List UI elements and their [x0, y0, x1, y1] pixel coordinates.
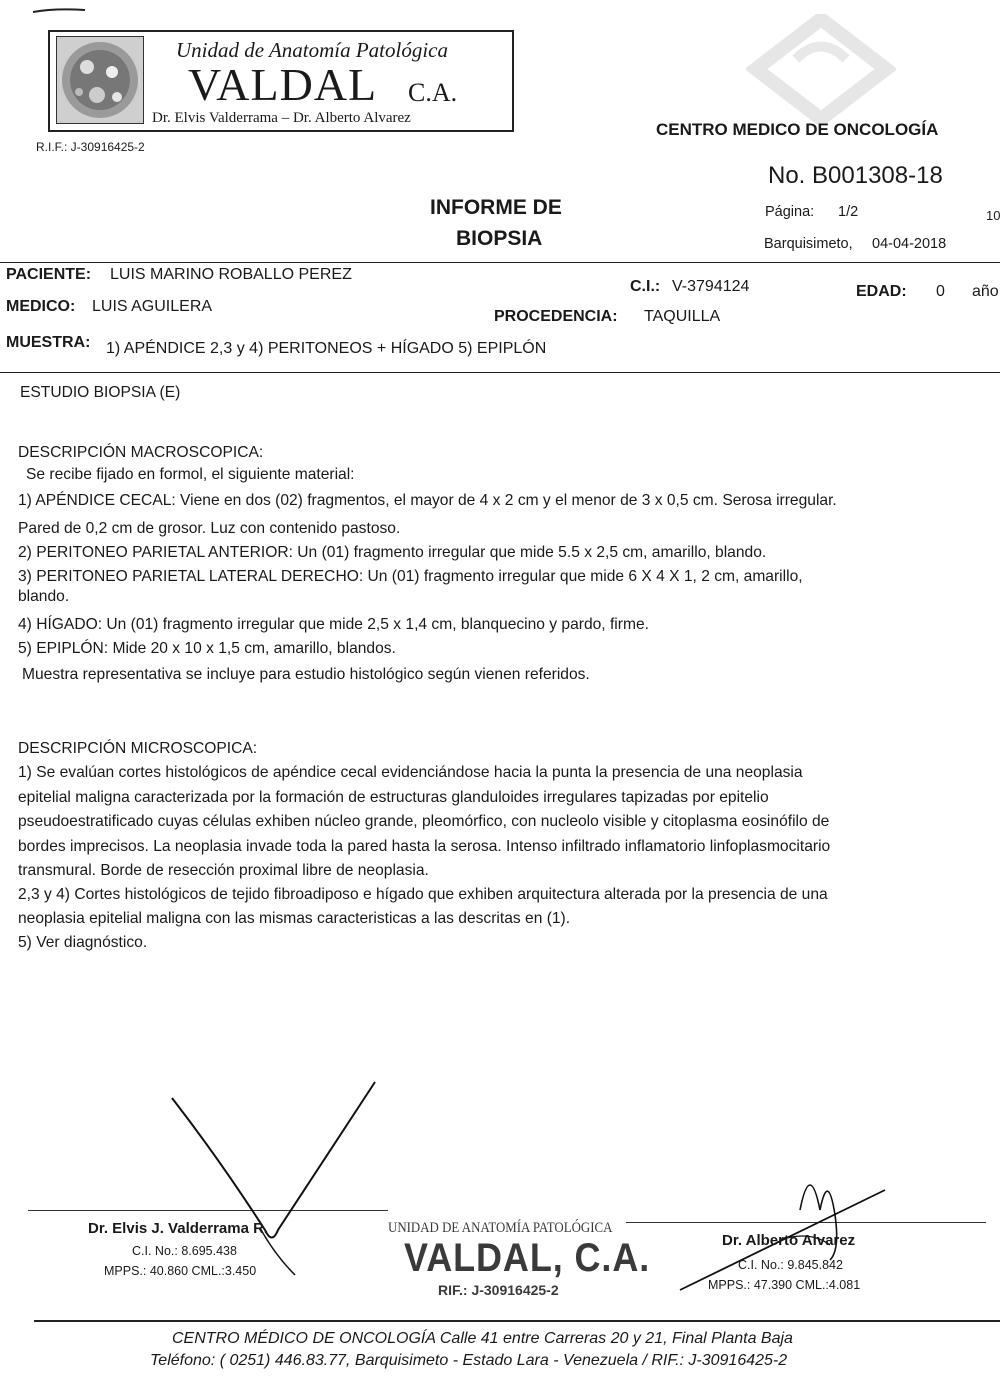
- microscopy-icon: [57, 37, 143, 123]
- macro-line: 4) HÍGADO: Un (01) fragmento irregular que mide 2,5 x 1,4 cm, blanquecino y pardo, firme.: [18, 616, 649, 633]
- oncology-center-logo: [746, 14, 896, 124]
- micro-line: neoplasia epitelial maligna con las mismas caracteristicas a las descritas en (1).: [18, 910, 571, 927]
- logo-doctors: Dr. Elvis Valderrama – Dr. Alberto Alvarez: [152, 110, 411, 126]
- signer-right-mpps: MPPS.: 47.390 CML.:4.081: [708, 1278, 861, 1292]
- study-type: ESTUDIO BIOPSIA (E): [20, 384, 181, 401]
- logo-name: VALDAL: [188, 59, 378, 110]
- signer-right-name: Dr. Alberto Alvarez: [722, 1232, 856, 1249]
- logo-subtitle: Unidad de Anatomía Patológica: [176, 38, 449, 62]
- micro-line: pseudoestratificado cuyas células exhiben núcleo grande, pleomórfico, con nucleolo visible y citoplasma eosinófilo de: [18, 813, 830, 830]
- paciente-label: PACIENTE:: [6, 266, 92, 283]
- city: Barquisimeto,: [764, 236, 853, 252]
- signer-left-name: Dr. Elvis J. Valderrama R.: [88, 1220, 269, 1237]
- stamp-top: UNIDAD DE ANATOMÍA PATOLÓGICA: [388, 1220, 613, 1236]
- procedencia-value: TAQUILLA: [644, 308, 721, 325]
- signer-right-ci: C.I. No.: 9.845.842: [738, 1258, 843, 1272]
- microscopy-logo-image: [56, 36, 144, 124]
- rif: R.I.F.: J-30916425-2: [36, 140, 145, 154]
- micro-line: 5) Ver diagnóstico.: [18, 934, 148, 951]
- macro-line: 2) PERITONEO PARIETAL ANTERIOR: Un (01) fragmento irregular que mide 5.5 x 2,5 cm, amarillo, blando.: [18, 544, 767, 561]
- macro-line: Muestra representativa se incluye para estudio histológico según vienen referidos.: [22, 666, 590, 683]
- footer-line1: CENTRO MÉDICO DE ONCOLOGÍA Calle 41 entre Carreras 20 y 21, Final Planta Baja: [172, 1330, 793, 1347]
- page-edge-number: 10: [986, 208, 1000, 223]
- micro-line: 2,3 y 4) Cortes histológicos de tejido fibroadiposo e hígado que exhiben arquitectura alterada por la presencia de una: [18, 886, 828, 903]
- macro-line: blando.: [18, 588, 70, 605]
- micro-line: epitelial maligna caracterizada por la formación de estructuras glanduloides irregulares tapizadas por epitelio: [18, 789, 769, 806]
- ci-label: C.I.:: [630, 278, 661, 295]
- medico-label: MEDICO:: [6, 298, 76, 315]
- macro-line: Se recibe fijado en formol, el siguiente material:: [26, 466, 355, 483]
- macro-line: 3) PERITONEO PARIETAL LATERAL DERECHO: Un (01) fragmento irregular que mide 6 X 4 X 1, 2 cm, amarillo,: [18, 568, 803, 585]
- signer-left-ci: C.I. No.: 8.695.438: [132, 1244, 237, 1258]
- paciente-value: LUIS MARINO ROBALLO PEREZ: [110, 266, 352, 283]
- report-title-line1: INFORME DE: [430, 196, 562, 219]
- macro-line: 5) EPIPLÓN: Mide 20 x 10 x 1,5 cm, amarillo, blandos.: [18, 640, 396, 657]
- micro-line: transmural. Borde de resección proximal libre de neoplasia.: [18, 862, 429, 879]
- signer-left-mpps: MPPS.: 40.860 CML.:3.450: [104, 1264, 257, 1278]
- pen-mark: [30, 0, 90, 20]
- procedencia-label: PROCEDENCIA:: [494, 308, 618, 325]
- micro-title: DESCRIPCIÓN MICROSCOPICA:: [18, 740, 258, 757]
- muestra-label: MUESTRA:: [6, 334, 91, 351]
- stamp-name: VALDAL, C.A.: [404, 1236, 651, 1280]
- report-date: 04-04-2018: [872, 236, 947, 252]
- divider-bottom: [0, 372, 1000, 373]
- page-label: Página:: [765, 204, 815, 220]
- medico-value: LUIS AGUILERA: [92, 298, 213, 315]
- micro-line: 1) Se evalúan cortes histológicos de apéndice cecal evidenciándose hacia la punta la presencia de una neoplasia: [18, 764, 803, 781]
- edad-label: EDAD:: [856, 283, 907, 300]
- report-title-line2: BIOPSIA: [456, 227, 543, 250]
- footer-divider: [34, 1320, 1000, 1322]
- divider-top: [0, 262, 1000, 263]
- edad-unit: año: [972, 283, 999, 300]
- page-value: 1/2: [838, 204, 859, 220]
- macro-line: Pared de 0,2 cm de grosor. Luz con contenido pastoso.: [18, 520, 401, 537]
- ci-value: V-3794124: [672, 278, 750, 295]
- footer-line2: Teléfono: ( 0251) 446.83.77, Barquisimeto - Estado Lara - Venezuela / RIF.: J-30916425-2: [150, 1352, 788, 1369]
- macro-line: 1) APÉNDICE CECAL: Viene en dos (02) fragmentos, el mayor de 4 x 2 cm y el menor de 3 x 0,5 cm. Serosa irregular.: [18, 492, 837, 509]
- edad-value: 0: [936, 283, 945, 300]
- micro-line: bordes imprecisos. La neoplasia invade toda la pared hasta la serosa. Intenso infiltrado inflamatorio linfoplasmocitario: [18, 838, 831, 855]
- logo-suffix: C.A.: [408, 78, 458, 107]
- center-name: CENTRO MEDICO DE ONCOLOGÍA: [656, 120, 939, 139]
- stamp-rif: RIF.: J-30916425-2: [438, 1282, 559, 1298]
- muestra-value: 1) APÉNDICE 2,3 y 4) PERITONEOS + HÍGADO 5) EPIPLÓN: [106, 340, 547, 357]
- report-number: No. B001308-18: [768, 162, 943, 189]
- macro-title: DESCRIPCIÓN MACROSCOPICA:: [18, 444, 264, 461]
